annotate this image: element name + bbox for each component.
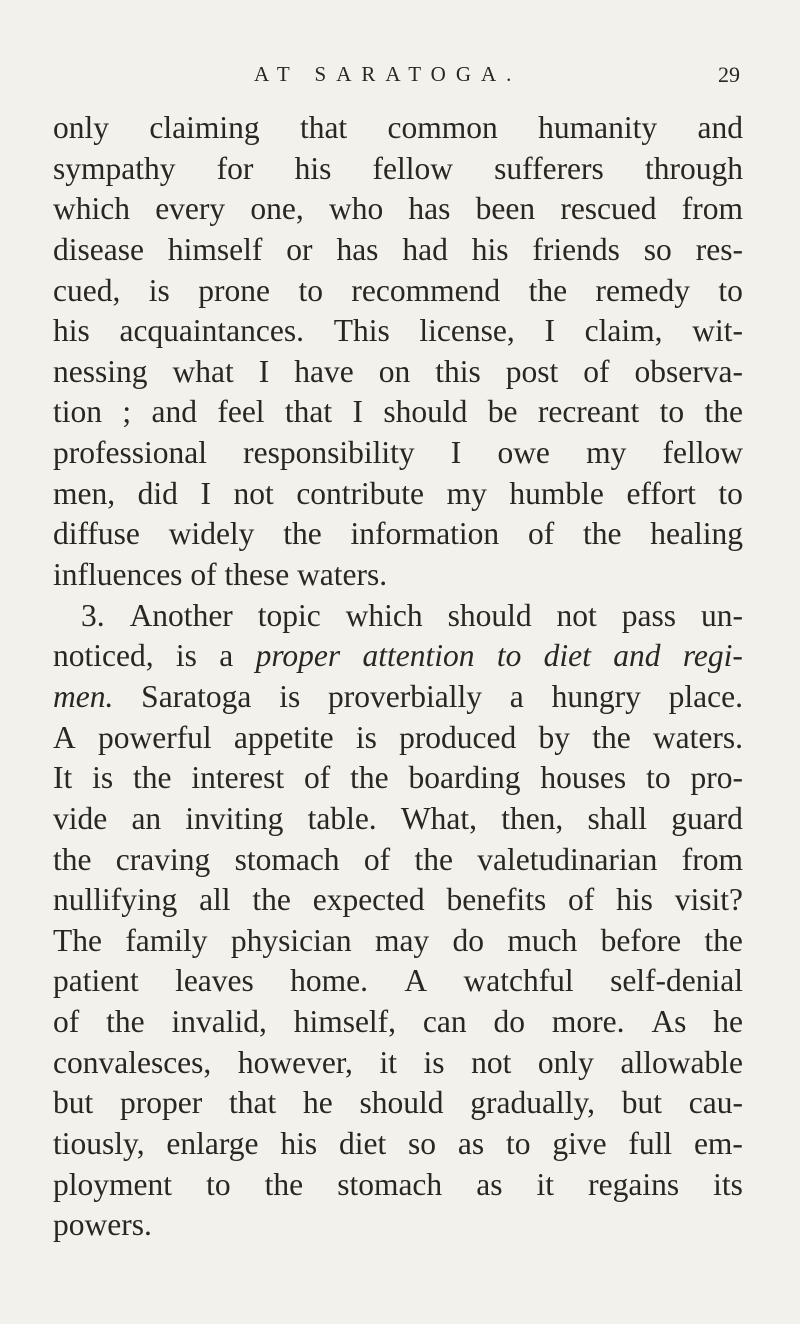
word: do — [493, 1004, 525, 1040]
word: been — [475, 191, 536, 227]
word: men, — [53, 475, 116, 511]
word: the — [350, 760, 389, 796]
word: only — [53, 110, 110, 145]
word: the — [528, 272, 568, 308]
word: of — [190, 557, 225, 593]
word: invalid, — [171, 1004, 267, 1040]
word: widely — [168, 516, 255, 552]
word: to — [718, 475, 743, 511]
word: that — [228, 1085, 277, 1121]
word: claim, — [584, 313, 663, 349]
word: A — [53, 719, 76, 755]
word: which — [53, 191, 130, 227]
word: that — [299, 110, 348, 145]
word: to — [505, 1126, 531, 1162]
word: information — [350, 516, 500, 552]
word: but — [621, 1085, 663, 1121]
word: my — [446, 475, 487, 511]
word: ployment — [53, 1166, 172, 1202]
word: has — [408, 191, 451, 227]
word: What, — [400, 800, 477, 836]
word: before — [600, 922, 682, 958]
text-line — [53, 840, 743, 881]
word: I — [258, 353, 270, 389]
word: it — [379, 1044, 397, 1080]
word: It — [53, 760, 73, 796]
word: attention — [362, 638, 475, 674]
word: has — [336, 231, 379, 267]
word: and — [613, 638, 661, 674]
word: leaves — [175, 963, 254, 999]
word: valetudinarian — [477, 841, 658, 877]
word: em- — [693, 1126, 743, 1162]
word: have — [294, 353, 354, 389]
word: the — [583, 516, 622, 552]
word: healing — [650, 516, 743, 552]
word: family — [125, 922, 208, 958]
text-line — [53, 880, 743, 921]
word: fellow — [662, 435, 743, 471]
word: to — [659, 394, 685, 430]
word: the — [252, 882, 291, 918]
word: or — [286, 231, 313, 267]
word: is — [279, 678, 301, 714]
word: an — [131, 800, 162, 836]
word: guard — [671, 800, 743, 836]
word: he — [713, 1004, 743, 1040]
word: as — [476, 1166, 503, 1202]
word: responsibility — [243, 435, 415, 471]
word: to — [496, 638, 522, 674]
word: tion — [53, 394, 103, 430]
word: powerful — [97, 719, 212, 755]
word: is — [355, 719, 377, 755]
word: the — [704, 394, 743, 430]
text-line — [53, 961, 743, 1002]
text-line — [53, 555, 743, 596]
word: is — [92, 760, 114, 796]
word: table. — [307, 800, 377, 836]
word: cued, — [53, 272, 121, 308]
word: should — [447, 597, 532, 633]
text-line — [53, 108, 743, 149]
word: prone — [198, 272, 270, 308]
word: the — [704, 922, 743, 958]
word: of — [568, 882, 595, 918]
word: of — [583, 353, 610, 389]
word: A — [404, 963, 428, 999]
word: interest — [191, 760, 285, 796]
word: acquaintances. — [119, 313, 304, 349]
word: stomach — [337, 1166, 443, 1202]
text-line — [53, 596, 743, 637]
word: the — [106, 1004, 145, 1040]
word: may — [374, 922, 430, 958]
word: humble — [509, 475, 604, 511]
text-line — [53, 1002, 743, 1043]
word: it — [536, 1166, 555, 1202]
word: a — [509, 678, 524, 714]
word: only — [537, 1044, 594, 1080]
word: effort — [626, 475, 696, 511]
word: ; — [122, 394, 132, 430]
word: however, — [237, 1044, 353, 1080]
word: of — [527, 516, 555, 552]
word: visit? — [674, 882, 743, 918]
word: a — [219, 638, 234, 674]
text-line — [53, 1083, 743, 1124]
word: Another — [129, 597, 233, 633]
word: his — [280, 1126, 318, 1162]
word: give — [552, 1126, 607, 1162]
text-line — [53, 636, 743, 677]
word: vide — [53, 800, 108, 836]
word: shall — [587, 800, 647, 836]
word: his — [53, 313, 90, 349]
text-line — [53, 799, 743, 840]
word: license, — [419, 313, 515, 349]
word: I — [544, 313, 555, 349]
word: powers. — [53, 1207, 152, 1243]
text-line — [53, 514, 743, 555]
word: influences — [53, 557, 191, 593]
word: res- — [695, 231, 743, 267]
word: proper — [255, 638, 341, 674]
word: watchful — [463, 963, 574, 999]
word: home. — [290, 963, 369, 999]
word: my — [586, 435, 627, 471]
text-line — [53, 311, 743, 352]
text-line — [53, 392, 743, 433]
word: noticed, — [53, 638, 154, 674]
word: is — [148, 272, 170, 308]
word: can — [422, 1004, 467, 1040]
word: common — [387, 110, 498, 145]
word: to — [646, 760, 671, 796]
word: one, — [250, 191, 304, 227]
word: Saratoga — [141, 678, 252, 714]
word: more. — [551, 1004, 625, 1040]
page-number: 29 — [718, 62, 740, 87]
word: craving — [115, 841, 211, 877]
text-line — [53, 433, 743, 474]
word: sympathy — [53, 150, 176, 186]
word: tiously, — [53, 1126, 145, 1162]
word: benefits — [446, 882, 547, 918]
word: and — [697, 110, 743, 145]
word: physician — [230, 922, 352, 958]
word: this — [435, 353, 481, 389]
word: The — [53, 922, 102, 958]
text-line — [53, 1124, 743, 1165]
word: do — [452, 922, 484, 958]
word: recreant — [537, 394, 640, 430]
word: had — [402, 231, 448, 267]
word: on — [378, 353, 411, 389]
word: regains — [588, 1166, 680, 1202]
word: so — [408, 1126, 437, 1162]
word: the — [133, 760, 172, 796]
word: the — [414, 841, 453, 877]
word: place. — [668, 678, 743, 714]
word: to — [298, 272, 323, 308]
word: himself, — [293, 1004, 397, 1040]
word: men. — [53, 678, 114, 714]
word: from — [681, 841, 743, 877]
word: claiming — [149, 110, 260, 145]
word: what — [172, 353, 234, 389]
word: 3. — [81, 597, 105, 633]
word: is — [423, 1044, 445, 1080]
word: enlarge — [166, 1126, 259, 1162]
word: waters. — [297, 557, 388, 593]
text-line — [53, 189, 743, 230]
text-line — [53, 230, 743, 271]
word: the — [264, 1166, 304, 1202]
word: nullifying — [53, 882, 178, 918]
word: houses — [540, 760, 627, 796]
word: not — [233, 475, 274, 511]
word: he — [302, 1085, 333, 1121]
word: that — [284, 394, 333, 430]
word: gradually, — [470, 1085, 596, 1121]
word: proverbially — [328, 678, 482, 714]
word: the — [283, 516, 322, 552]
word: of — [304, 760, 331, 796]
word: to — [206, 1166, 231, 1202]
word: post — [505, 353, 559, 389]
text-line — [53, 758, 743, 799]
word: pro- — [690, 760, 743, 796]
word: regi- — [682, 638, 743, 674]
word: should — [383, 394, 468, 430]
word: I — [200, 475, 211, 511]
word: then, — [501, 800, 564, 836]
text-line — [53, 1205, 743, 1246]
word: who — [328, 191, 384, 227]
word: appetite — [233, 719, 334, 755]
word: wit- — [692, 313, 743, 349]
text-line — [53, 149, 743, 190]
word: pass — [621, 597, 676, 633]
word: every — [155, 191, 226, 227]
word: not — [556, 597, 597, 633]
word: hungry — [551, 678, 641, 714]
text-line — [53, 1043, 743, 1084]
word: expected — [312, 882, 425, 918]
word: the — [592, 719, 631, 755]
word: rescued — [560, 191, 657, 227]
word: his — [294, 150, 332, 186]
word: owe — [497, 435, 550, 471]
word: which — [345, 597, 423, 633]
word: much — [507, 922, 578, 958]
word: of — [53, 1004, 80, 1040]
word: of — [363, 841, 391, 877]
text-line — [53, 677, 743, 718]
word: professional — [53, 435, 207, 471]
word: stomach — [234, 841, 340, 877]
word: diet — [338, 1126, 387, 1162]
word: convalesces, — [53, 1044, 212, 1080]
word: boarding — [408, 760, 521, 796]
word: un- — [700, 597, 743, 633]
word: nessing — [53, 353, 148, 389]
text-line — [53, 921, 743, 962]
word: humanity — [538, 110, 658, 145]
text-line — [53, 271, 743, 312]
word: from — [681, 191, 743, 227]
word: be — [487, 394, 518, 430]
word: as — [457, 1126, 485, 1162]
text-line — [53, 474, 743, 515]
word: but — [53, 1085, 94, 1121]
word: patient — [53, 963, 139, 999]
word: did — [137, 475, 178, 511]
word: for — [216, 150, 254, 186]
word: feel — [217, 394, 265, 430]
word: all — [199, 882, 231, 918]
word: cau- — [688, 1085, 743, 1121]
word: I — [450, 435, 462, 471]
word: his — [471, 231, 509, 267]
word: through — [644, 150, 743, 186]
word: This — [333, 313, 390, 349]
word: should — [359, 1085, 444, 1121]
word: diet — [543, 638, 591, 674]
running-title: AT SARATOGA. — [254, 62, 522, 86]
word: observa- — [634, 353, 743, 389]
body-text — [53, 108, 743, 1246]
word: fellow — [372, 150, 453, 186]
word: so — [643, 231, 672, 267]
word: remedy — [595, 272, 690, 308]
word: full — [628, 1126, 673, 1162]
word: not — [471, 1044, 512, 1080]
text-line — [53, 1165, 743, 1206]
word: waters. — [652, 719, 743, 755]
word: his — [616, 882, 653, 918]
word: proper — [120, 1085, 203, 1121]
word: produced — [399, 719, 517, 755]
word: to — [718, 272, 743, 308]
word: friends — [532, 231, 620, 267]
word: himself — [167, 231, 263, 267]
word: allowable — [620, 1044, 743, 1080]
word: recommend — [351, 272, 501, 308]
word: I — [352, 394, 364, 430]
word: topic — [257, 597, 321, 633]
text-line — [53, 718, 743, 759]
word: diffuse — [53, 516, 140, 552]
word: these — [224, 557, 298, 593]
word: by — [538, 719, 570, 755]
word: its — [713, 1166, 743, 1202]
word: and — [151, 394, 197, 430]
word: inviting — [185, 800, 284, 836]
word: As — [651, 1004, 687, 1040]
text-line — [53, 352, 743, 393]
word: disease — [53, 231, 144, 267]
word: is — [175, 638, 197, 674]
word: self-denial — [610, 963, 743, 999]
running-head — [0, 62, 800, 92]
word: the — [53, 841, 92, 877]
word: contribute — [296, 475, 425, 511]
word: sufferers — [494, 150, 604, 186]
